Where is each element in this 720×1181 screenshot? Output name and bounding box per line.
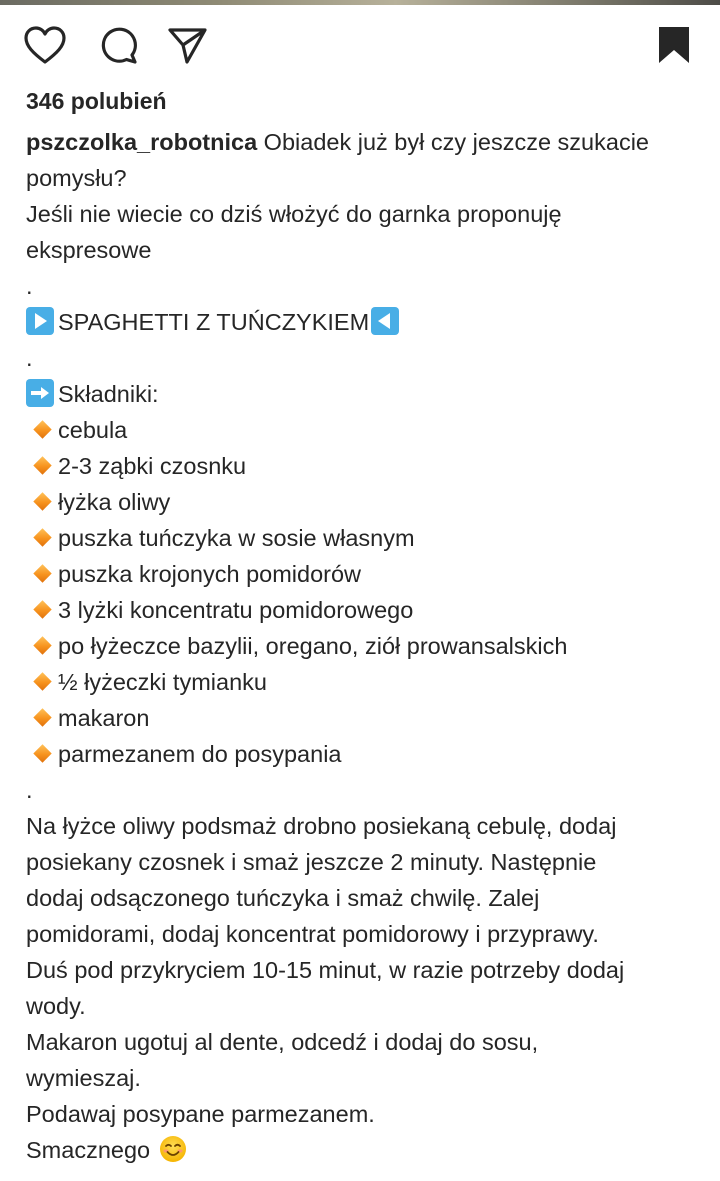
recipe-title-line bbox=[26, 304, 698, 340]
separator-dot: . bbox=[26, 777, 33, 803]
closing-line bbox=[26, 1132, 698, 1168]
share-button[interactable] bbox=[164, 22, 210, 68]
list-item bbox=[26, 484, 698, 520]
instruction-line: pomidorami, dodaj koncentrat pomidorowy i przyprawy. bbox=[26, 921, 599, 947]
separator-dot: . bbox=[26, 345, 33, 371]
closing-text: Smacznego bbox=[26, 1137, 151, 1163]
list-item bbox=[26, 628, 698, 664]
ingredient-text: cebula bbox=[58, 417, 128, 443]
like-button[interactable] bbox=[22, 22, 68, 68]
list-item bbox=[26, 736, 698, 772]
ingredient-text: ½ łyżeczki tymianku bbox=[58, 669, 267, 695]
post-caption bbox=[26, 124, 698, 1168]
separator-dot: . bbox=[26, 273, 33, 299]
list-item bbox=[26, 700, 698, 736]
post-action-bar bbox=[0, 22, 720, 72]
play-button-icon bbox=[26, 307, 54, 335]
bookmark-icon bbox=[657, 25, 691, 65]
caption-text: ekspresowe bbox=[26, 237, 152, 263]
list-item bbox=[26, 592, 698, 628]
orange-diamond-icon bbox=[33, 672, 51, 690]
ingredient-text: po łyżeczce bazylii, oregano, ziół prowansalskich bbox=[58, 633, 568, 659]
comment-button[interactable] bbox=[95, 22, 141, 68]
instruction-line: Podawaj posypane parmezanem. bbox=[26, 1101, 375, 1127]
caption-text: Obiadek już był czy jeszcze szukacie bbox=[257, 129, 649, 155]
ingredients-header-line bbox=[26, 376, 698, 412]
ingredient-text: puszka tuńczyka w sosie własnym bbox=[58, 525, 415, 551]
save-button[interactable] bbox=[651, 22, 697, 68]
orange-diamond-icon bbox=[33, 564, 51, 582]
orange-diamond-icon bbox=[33, 420, 51, 438]
instruction-line: Na łyżce oliwy podsmaż drobno posiekaną cebulę, dodaj bbox=[26, 813, 617, 839]
likes-count[interactable]: 346 polubień bbox=[26, 88, 167, 114]
orange-diamond-icon bbox=[33, 600, 51, 618]
orange-diamond-icon bbox=[33, 636, 51, 654]
list-item bbox=[26, 664, 698, 700]
ingredient-text: parmezanem do posypania bbox=[58, 741, 342, 767]
instruction-line: Makaron ugotuj al dente, odcedź i dodaj do sosu, bbox=[26, 1029, 539, 1055]
username-link[interactable]: pszczolka_robotnica bbox=[26, 129, 258, 155]
instruction-line: wymieszaj. bbox=[26, 1065, 141, 1091]
ingredient-text: puszka krojonych pomidorów bbox=[58, 561, 362, 587]
smiling-face-icon bbox=[159, 1135, 187, 1163]
comment-icon bbox=[97, 24, 139, 66]
right-arrow-icon bbox=[26, 379, 54, 407]
orange-diamond-icon bbox=[33, 708, 51, 726]
orange-diamond-icon bbox=[33, 456, 51, 474]
paper-plane-icon bbox=[166, 24, 208, 66]
reverse-button-icon bbox=[371, 307, 399, 335]
list-item bbox=[26, 520, 698, 556]
list-item bbox=[26, 556, 698, 592]
recipe-title: SPAGHETTI Z TUŃCZYKIEM bbox=[58, 309, 370, 335]
orange-diamond-icon bbox=[33, 744, 51, 762]
list-item bbox=[26, 412, 698, 448]
instruction-line: posiekany czosnek i smaż jeszcze 2 minuty. Następnie bbox=[26, 849, 597, 875]
instruction-line: dodaj odsączonego tuńczyka i smaż chwilę. Zalej bbox=[26, 885, 540, 911]
photo-bottom-edge bbox=[0, 0, 720, 5]
caption-text: Jeśli nie wiecie co dziś włożyć do garnka proponuję bbox=[26, 201, 562, 227]
caption-text: pomysłu? bbox=[26, 165, 127, 191]
ingredient-text: 3 lyżki koncentratu pomidorowego bbox=[58, 597, 414, 623]
orange-diamond-icon bbox=[33, 528, 51, 546]
ingredients-header: Składniki: bbox=[58, 381, 159, 407]
ingredient-text: łyżka oliwy bbox=[58, 489, 171, 515]
ingredient-text: 2-3 ząbki czosnku bbox=[58, 453, 247, 479]
heart-icon bbox=[23, 25, 67, 65]
orange-diamond-icon bbox=[33, 492, 51, 510]
instruction-line: wody. bbox=[26, 993, 86, 1019]
instruction-line: Duś pod przykryciem 10-15 minut, w razie potrzeby dodaj bbox=[26, 957, 625, 983]
ingredient-text: makaron bbox=[58, 705, 150, 731]
list-item bbox=[26, 448, 698, 484]
